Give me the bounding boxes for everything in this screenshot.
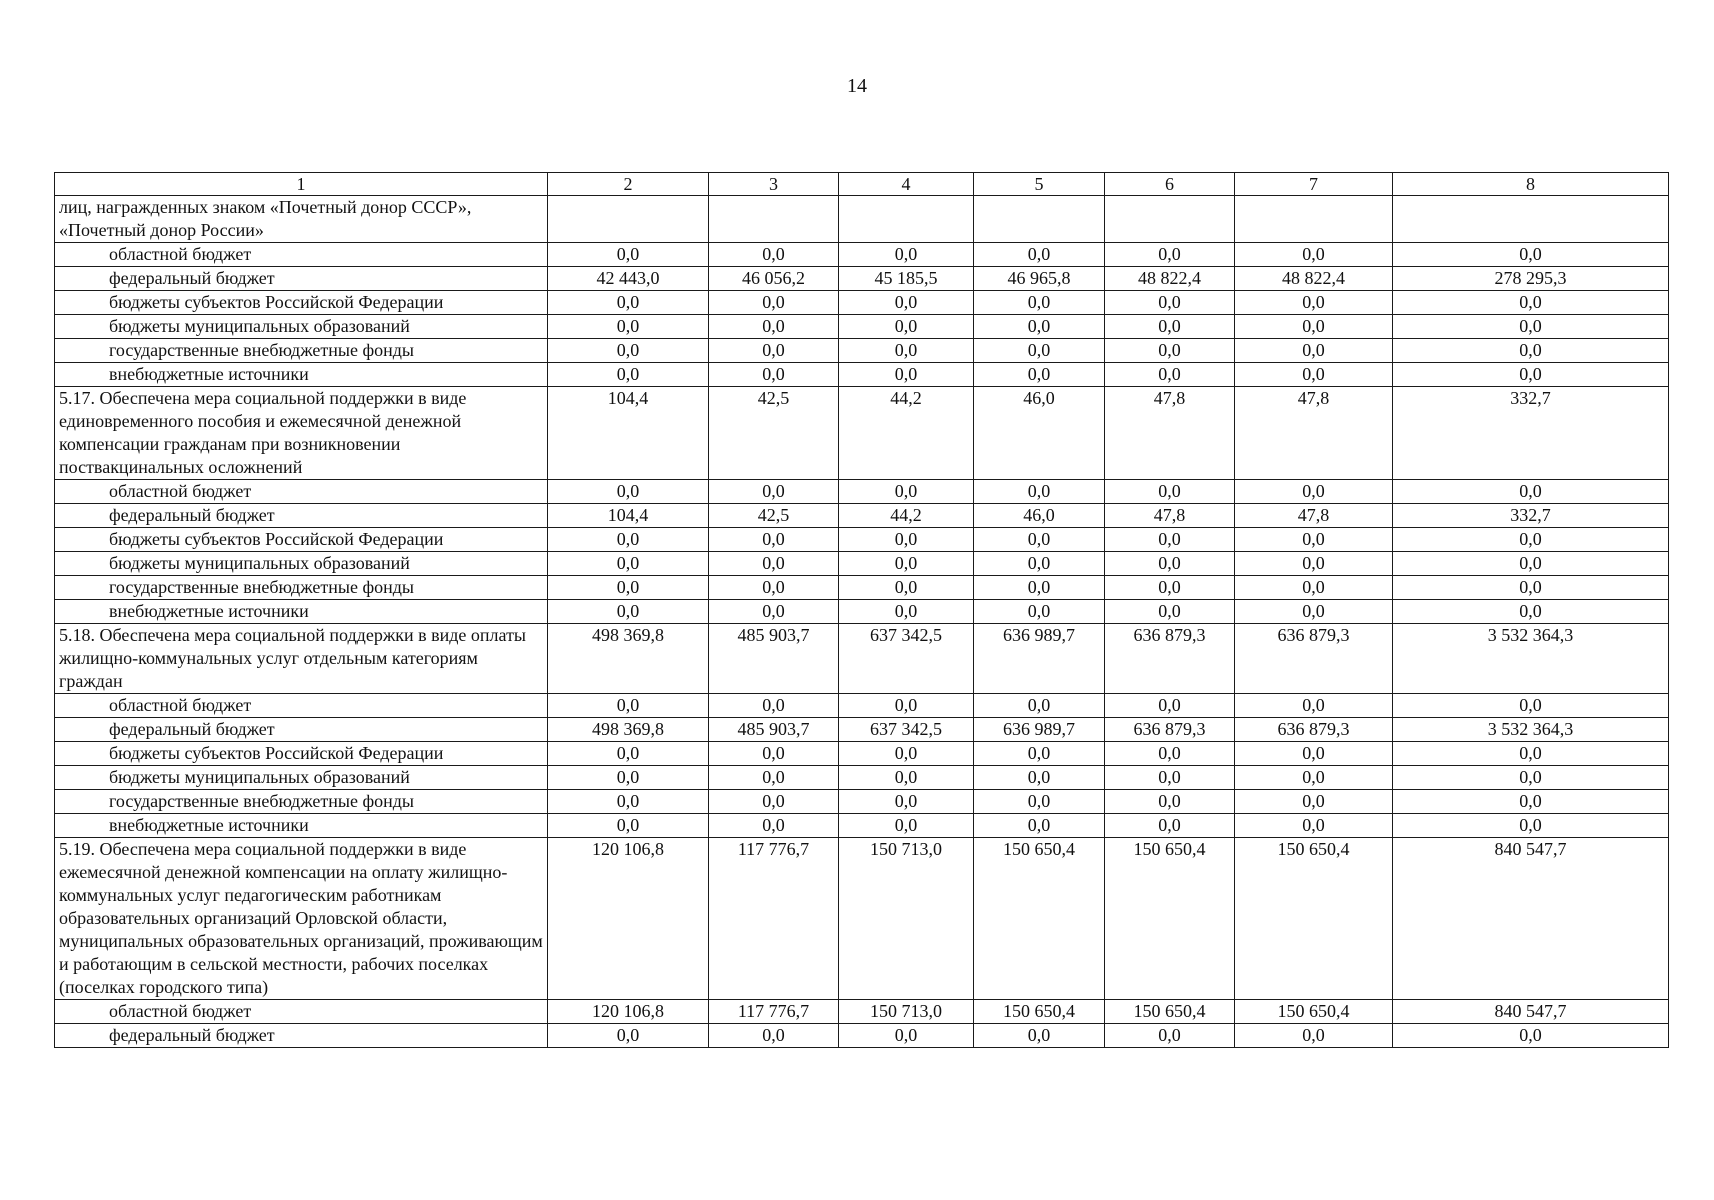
- value-cell: 0,0: [1235, 528, 1393, 552]
- value-cell: 0,0: [1105, 600, 1235, 624]
- value-cell: 0,0: [1235, 742, 1393, 766]
- value-cell: 498 369,8: [548, 624, 709, 694]
- row-label: бюджеты субъектов Российской Федерации: [55, 742, 548, 766]
- value-cell: 0,0: [548, 576, 709, 600]
- row-label: лиц, награжденных знаком «Почетный донор СССР», «Почетный донор России»: [55, 196, 548, 243]
- value-cell: 0,0: [1105, 315, 1235, 339]
- row-label: бюджеты муниципальных образований: [55, 552, 548, 576]
- table-row-source: [55, 1024, 1669, 1048]
- header-cell: 1: [55, 173, 548, 196]
- value-cell: 47,8: [1235, 387, 1393, 480]
- table-row-source: [55, 243, 1669, 267]
- value-cell: 47,8: [1105, 504, 1235, 528]
- value-cell: 0,0: [839, 1024, 974, 1048]
- table-row-source: [55, 363, 1669, 387]
- value-cell: [1235, 196, 1393, 243]
- value-cell: 0,0: [709, 600, 839, 624]
- value-cell: 0,0: [1105, 291, 1235, 315]
- header-row: [55, 173, 1669, 196]
- value-cell: 840 547,7: [1393, 1000, 1669, 1024]
- row-label: федеральный бюджет: [55, 1024, 548, 1048]
- value-cell: 0,0: [1105, 576, 1235, 600]
- value-cell: 636 989,7: [974, 624, 1105, 694]
- value-cell: 0,0: [1393, 1024, 1669, 1048]
- value-cell: 0,0: [1393, 480, 1669, 504]
- value-cell: 0,0: [839, 552, 974, 576]
- value-cell: 3 532 364,3: [1393, 624, 1669, 694]
- value-cell: 636 879,3: [1105, 718, 1235, 742]
- value-cell: 0,0: [1235, 480, 1393, 504]
- value-cell: [548, 196, 709, 243]
- value-cell: 0,0: [839, 790, 974, 814]
- table-row-source: [55, 814, 1669, 838]
- header-cell: 2: [548, 173, 709, 196]
- value-cell: 636 989,7: [974, 718, 1105, 742]
- value-cell: 117 776,7: [709, 1000, 839, 1024]
- value-cell: 0,0: [709, 363, 839, 387]
- value-cell: 0,0: [709, 576, 839, 600]
- table-row-source: [55, 742, 1669, 766]
- row-label: внебюджетные источники: [55, 814, 548, 838]
- header-cell: 7: [1235, 173, 1393, 196]
- value-cell: 0,0: [839, 576, 974, 600]
- value-cell: 0,0: [709, 480, 839, 504]
- value-cell: 150 713,0: [839, 1000, 974, 1024]
- value-cell: 0,0: [839, 363, 974, 387]
- value-cell: 0,0: [1393, 243, 1669, 267]
- value-cell: 0,0: [548, 480, 709, 504]
- value-cell: 0,0: [709, 1024, 839, 1048]
- value-cell: 636 879,3: [1105, 624, 1235, 694]
- value-cell: 0,0: [1235, 363, 1393, 387]
- value-cell: 0,0: [1393, 576, 1669, 600]
- table-row-item: [55, 624, 1669, 694]
- value-cell: 0,0: [548, 363, 709, 387]
- value-cell: 0,0: [1105, 243, 1235, 267]
- header-cell: 4: [839, 173, 974, 196]
- value-cell: 0,0: [1105, 790, 1235, 814]
- value-cell: 0,0: [1105, 339, 1235, 363]
- value-cell: 0,0: [548, 1024, 709, 1048]
- value-cell: [839, 196, 974, 243]
- value-cell: 0,0: [548, 243, 709, 267]
- value-cell: 0,0: [974, 766, 1105, 790]
- row-label: внебюджетные источники: [55, 363, 548, 387]
- value-cell: 150 650,4: [1105, 838, 1235, 1000]
- table-row-source: [55, 694, 1669, 718]
- value-cell: 278 295,3: [1393, 267, 1669, 291]
- value-cell: 0,0: [1393, 766, 1669, 790]
- value-cell: 0,0: [974, 694, 1105, 718]
- value-cell: 0,0: [1235, 766, 1393, 790]
- value-cell: 637 342,5: [839, 718, 974, 742]
- value-cell: 0,0: [974, 790, 1105, 814]
- value-cell: 0,0: [1105, 766, 1235, 790]
- table-row-source: [55, 766, 1669, 790]
- value-cell: 0,0: [839, 339, 974, 363]
- value-cell: 150 650,4: [974, 1000, 1105, 1024]
- table-row-source: [55, 291, 1669, 315]
- value-cell: 0,0: [1393, 790, 1669, 814]
- value-cell: 0,0: [1393, 694, 1669, 718]
- value-cell: 150 650,4: [974, 838, 1105, 1000]
- value-cell: 0,0: [1105, 742, 1235, 766]
- value-cell: 636 879,3: [1235, 718, 1393, 742]
- table-row-source: [55, 315, 1669, 339]
- value-cell: 637 342,5: [839, 624, 974, 694]
- value-cell: 0,0: [709, 291, 839, 315]
- value-cell: 0,0: [1235, 552, 1393, 576]
- table-row-item: [55, 387, 1669, 480]
- value-cell: 42 443,0: [548, 267, 709, 291]
- value-cell: 48 822,4: [1235, 267, 1393, 291]
- value-cell: 0,0: [1235, 1024, 1393, 1048]
- table-row-source: [55, 339, 1669, 363]
- value-cell: 42,5: [709, 504, 839, 528]
- value-cell: 0,0: [839, 315, 974, 339]
- value-cell: 0,0: [709, 552, 839, 576]
- value-cell: 0,0: [709, 694, 839, 718]
- value-cell: 0,0: [974, 363, 1105, 387]
- value-cell: 3 532 364,3: [1393, 718, 1669, 742]
- value-cell: 0,0: [1235, 243, 1393, 267]
- value-cell: 46 056,2: [709, 267, 839, 291]
- row-label: государственные внебюджетные фонды: [55, 576, 548, 600]
- value-cell: 0,0: [974, 339, 1105, 363]
- row-label: бюджеты муниципальных образований: [55, 766, 548, 790]
- value-cell: 0,0: [548, 291, 709, 315]
- value-cell: 0,0: [1105, 363, 1235, 387]
- value-cell: 0,0: [839, 766, 974, 790]
- table-row-item: [55, 196, 1669, 243]
- value-cell: 0,0: [709, 528, 839, 552]
- value-cell: 0,0: [548, 766, 709, 790]
- value-cell: 0,0: [974, 243, 1105, 267]
- table-row-source: [55, 576, 1669, 600]
- value-cell: 46,0: [974, 387, 1105, 480]
- value-cell: [974, 196, 1105, 243]
- value-cell: 0,0: [709, 766, 839, 790]
- value-cell: 0,0: [709, 790, 839, 814]
- value-cell: 0,0: [1393, 600, 1669, 624]
- value-cell: 332,7: [1393, 504, 1669, 528]
- value-cell: 48 822,4: [1105, 267, 1235, 291]
- value-cell: 0,0: [709, 339, 839, 363]
- value-cell: 150 650,4: [1235, 1000, 1393, 1024]
- row-label: государственные внебюджетные фонды: [55, 339, 548, 363]
- header-cell: 8: [1393, 173, 1669, 196]
- value-cell: 0,0: [1393, 339, 1669, 363]
- row-label: 5.18. Обеспечена мера социальной поддержки в виде оплаты жилищно-коммунальных услуг отдельным категориям граждан: [55, 624, 548, 694]
- value-cell: 485 903,7: [709, 624, 839, 694]
- value-cell: 0,0: [548, 528, 709, 552]
- value-cell: 0,0: [974, 528, 1105, 552]
- value-cell: 0,0: [839, 291, 974, 315]
- value-cell: 0,0: [1235, 576, 1393, 600]
- value-cell: 0,0: [1393, 315, 1669, 339]
- value-cell: 150 713,0: [839, 838, 974, 1000]
- value-cell: 0,0: [839, 480, 974, 504]
- value-cell: 42,5: [709, 387, 839, 480]
- value-cell: 0,0: [1105, 528, 1235, 552]
- value-cell: 0,0: [974, 315, 1105, 339]
- value-cell: 46 965,8: [974, 267, 1105, 291]
- row-label: 5.19. Обеспечена мера социальной поддержки в виде ежемесячной денежной компенсации на оплату жилищно-коммунальных услуг педагогическим работникам образовательных организаций Орловской области, муниципальных образовательных организаций, проживающим и работающим в сельской местности, рабочих поселках (поселках городского типа): [55, 838, 548, 1000]
- value-cell: 0,0: [839, 528, 974, 552]
- table-row-source: [55, 528, 1669, 552]
- value-cell: 0,0: [1235, 600, 1393, 624]
- row-label: государственные внебюджетные фонды: [55, 790, 548, 814]
- table-row-item: [55, 838, 1669, 1000]
- row-label: федеральный бюджет: [55, 504, 548, 528]
- row-label: областной бюджет: [55, 480, 548, 504]
- value-cell: 0,0: [839, 742, 974, 766]
- table-row-source: [55, 267, 1669, 291]
- row-label: областной бюджет: [55, 243, 548, 267]
- value-cell: [1393, 196, 1669, 243]
- value-cell: 0,0: [1105, 552, 1235, 576]
- value-cell: 0,0: [1235, 814, 1393, 838]
- row-label: федеральный бюджет: [55, 718, 548, 742]
- value-cell: 0,0: [548, 552, 709, 576]
- header-cell: 5: [974, 173, 1105, 196]
- value-cell: 498 369,8: [548, 718, 709, 742]
- value-cell: 0,0: [1105, 694, 1235, 718]
- value-cell: 150 650,4: [1235, 838, 1393, 1000]
- value-cell: 0,0: [839, 814, 974, 838]
- value-cell: 0,0: [1393, 363, 1669, 387]
- value-cell: 120 106,8: [548, 838, 709, 1000]
- value-cell: 150 650,4: [1105, 1000, 1235, 1024]
- budget-table: [54, 172, 1669, 1048]
- value-cell: 636 879,3: [1235, 624, 1393, 694]
- value-cell: 0,0: [1393, 528, 1669, 552]
- value-cell: 0,0: [709, 315, 839, 339]
- value-cell: 485 903,7: [709, 718, 839, 742]
- value-cell: 0,0: [548, 600, 709, 624]
- value-cell: 44,2: [839, 387, 974, 480]
- row-label: бюджеты муниципальных образований: [55, 315, 548, 339]
- value-cell: 0,0: [548, 814, 709, 838]
- row-label: федеральный бюджет: [55, 267, 548, 291]
- value-cell: 0,0: [1235, 694, 1393, 718]
- value-cell: [1105, 196, 1235, 243]
- value-cell: 0,0: [839, 694, 974, 718]
- value-cell: 0,0: [974, 600, 1105, 624]
- table-row-source: [55, 552, 1669, 576]
- table-row-source: [55, 790, 1669, 814]
- value-cell: 0,0: [1393, 291, 1669, 315]
- value-cell: 0,0: [1393, 742, 1669, 766]
- table-row-source: [55, 1000, 1669, 1024]
- value-cell: 0,0: [1105, 814, 1235, 838]
- table-row-source: [55, 718, 1669, 742]
- value-cell: 117 776,7: [709, 838, 839, 1000]
- value-cell: 120 106,8: [548, 1000, 709, 1024]
- value-cell: 0,0: [974, 480, 1105, 504]
- value-cell: 0,0: [1235, 790, 1393, 814]
- table-row-source: [55, 600, 1669, 624]
- value-cell: 0,0: [1235, 315, 1393, 339]
- value-cell: [709, 196, 839, 243]
- value-cell: 0,0: [974, 576, 1105, 600]
- value-cell: 0,0: [548, 339, 709, 363]
- value-cell: 0,0: [1105, 1024, 1235, 1048]
- row-label: бюджеты субъектов Российской Федерации: [55, 528, 548, 552]
- value-cell: 840 547,7: [1393, 838, 1669, 1000]
- value-cell: 0,0: [1235, 339, 1393, 363]
- value-cell: 0,0: [839, 600, 974, 624]
- value-cell: 45 185,5: [839, 267, 974, 291]
- table-body: [55, 173, 1669, 1048]
- value-cell: 0,0: [709, 814, 839, 838]
- value-cell: 0,0: [839, 243, 974, 267]
- row-label: внебюджетные источники: [55, 600, 548, 624]
- value-cell: 46,0: [974, 504, 1105, 528]
- value-cell: 0,0: [548, 790, 709, 814]
- table-row-source: [55, 504, 1669, 528]
- value-cell: 0,0: [548, 694, 709, 718]
- value-cell: 47,8: [1105, 387, 1235, 480]
- value-cell: 0,0: [1235, 291, 1393, 315]
- value-cell: 0,0: [709, 243, 839, 267]
- value-cell: 0,0: [974, 1024, 1105, 1048]
- value-cell: 0,0: [548, 315, 709, 339]
- value-cell: 104,4: [548, 387, 709, 480]
- value-cell: 47,8: [1235, 504, 1393, 528]
- value-cell: 0,0: [974, 552, 1105, 576]
- value-cell: 0,0: [1393, 552, 1669, 576]
- page-number: 14: [847, 75, 867, 97]
- value-cell: 332,7: [1393, 387, 1669, 480]
- value-cell: 0,0: [974, 742, 1105, 766]
- value-cell: 0,0: [709, 742, 839, 766]
- table-row-source: [55, 480, 1669, 504]
- header-cell: 3: [709, 173, 839, 196]
- value-cell: 0,0: [1393, 814, 1669, 838]
- value-cell: 0,0: [974, 291, 1105, 315]
- row-label: бюджеты субъектов Российской Федерации: [55, 291, 548, 315]
- value-cell: 44,2: [839, 504, 974, 528]
- row-label: 5.17. Обеспечена мера социальной поддержки в виде единовременного пособия и ежемесячной денежной компенсации гражданам при возникновении поствакцинальных осложнений: [55, 387, 548, 480]
- value-cell: 0,0: [1105, 480, 1235, 504]
- value-cell: 0,0: [548, 742, 709, 766]
- row-label: областной бюджет: [55, 694, 548, 718]
- row-label: областной бюджет: [55, 1000, 548, 1024]
- value-cell: 0,0: [974, 814, 1105, 838]
- value-cell: 104,4: [548, 504, 709, 528]
- header-cell: 6: [1105, 173, 1235, 196]
